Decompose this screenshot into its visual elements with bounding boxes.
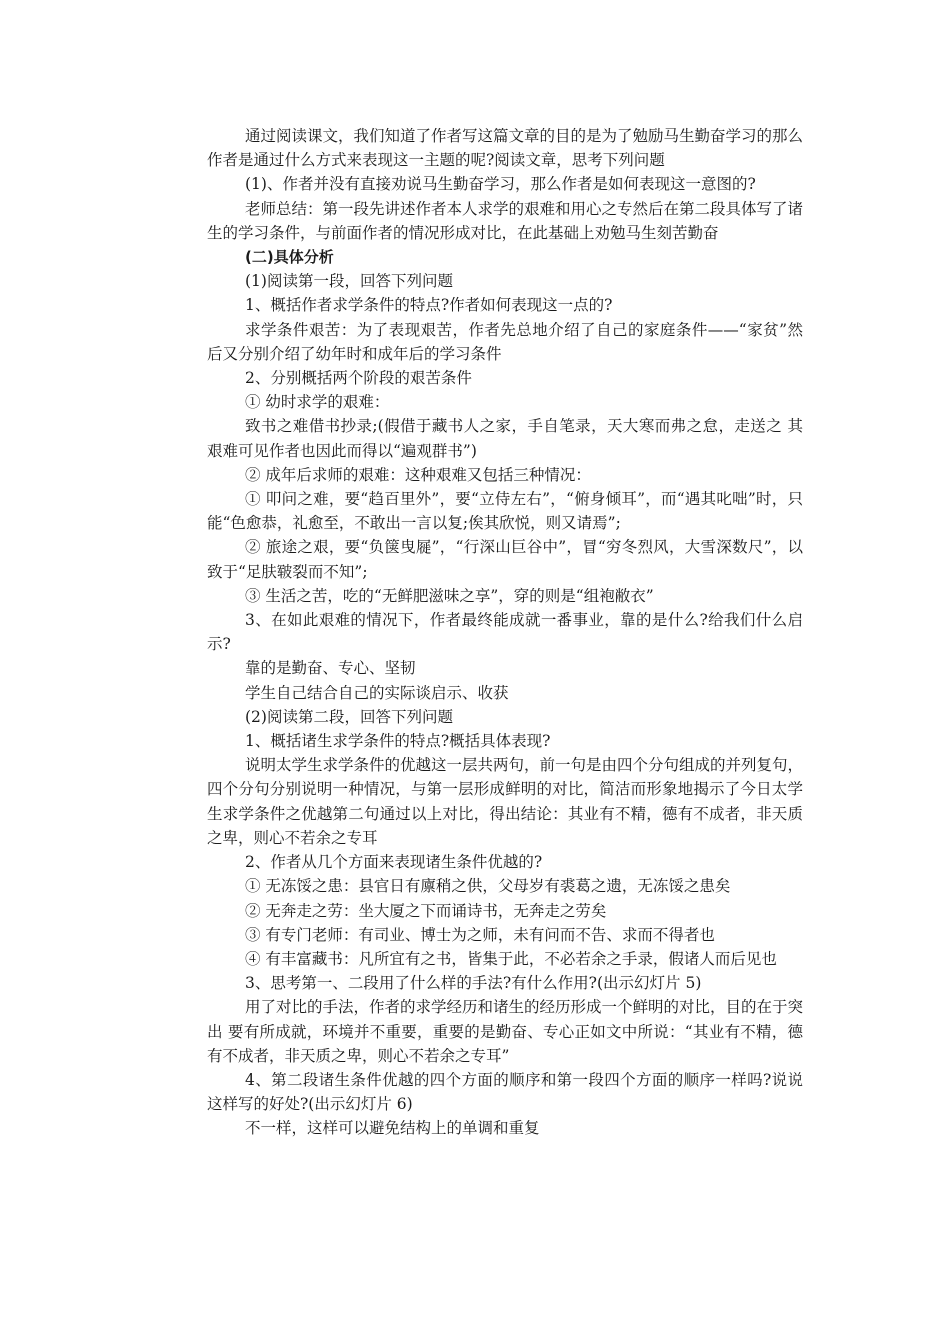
list-item: ③ 有专门老师：有司业、博士为之师，未有问而不告、求而不得者也 — [245, 925, 715, 944]
subsection-2: (2)阅读第二段，回答下列问题 — [245, 707, 453, 726]
list-item: ① 幼时求学的艰难： — [245, 393, 390, 412]
answer-1-3-note: 学生自己结合自己的实际谈启示、收获 — [245, 683, 509, 702]
answer-2-4: 不一样，这样可以避免结构上的单调和重复 — [245, 1119, 540, 1138]
list-item-detail: ① 叩问之难，要“趋百里外”，要“立侍左右”，“俯身倾耳”，而“遇其叱咄”时，只能“色愈恭，礼愈至，不敢出一言以复;俟其欣悦，则又请焉”; — [207, 490, 803, 533]
question-1-2: 2、分别概括两个阶段的艰苦条件 — [245, 369, 472, 388]
paragraph-intro: 通过阅读课文，我们知道了作者写这篇文章的目的是为了勉励马生勤奋学习的那么作者是通过什么方式来表现这一主题的呢?阅读文章，思考下列问题 — [207, 127, 804, 170]
list-item: ① 无冻馁之患：县官日有廪稍之供，父母岁有裘葛之遗，无冻馁之患矣 — [245, 877, 731, 896]
question-2-2: 2、作者从几个方面来表现诸生条件优越的? — [245, 853, 543, 872]
question-1-1: 1、概括作者求学条件的特点?作者如何表现这一点的? — [245, 296, 613, 315]
list-item-detail: ③ 生活之苦，吃的“无鲜肥滋味之享”，穿的则是“组袍敝衣” — [245, 586, 654, 605]
question-2-3: 3、思考第一、二段用了什么样的手法?有什么作用?(出示幻灯片 5) — [245, 974, 702, 993]
section-heading: (二)具体分析 — [245, 248, 334, 267]
question-2-1: 1、概括诸生求学条件的特点?概括具体表现? — [245, 732, 551, 751]
list-item-detail: ② 旅途之艰，要“负箧曳屣”，“行深山巨谷中”，冒“穷冬烈风，大雪深数尺”，以致于“足肤皲裂而不知”; — [207, 538, 803, 581]
question-1: (1)、作者并没有直接劝说马生勤奋学习，那么作者是如何表现这一意图的? — [245, 175, 756, 194]
answer-1-1: 求学条件艰苦：为了表现艰苦，作者先总地介绍了自己的家庭条件——“家贫”然后又分别介绍了幼年时和成年后的学习条件 — [207, 320, 803, 363]
list-item: ② 成年后求师的艰难：这种艰难又包括三种情况： — [245, 465, 591, 484]
subsection-1: (1)阅读第一段，回答下列问题 — [245, 272, 453, 291]
list-item: ④ 有丰富藏书：凡所宜有之书，皆集于此，不必若余之手录，假诸人而后见也 — [245, 949, 777, 968]
question-1-3: 3、在如此艰难的情况下，作者最终能成就一番事业，靠的是什么?给我们什么启示? — [207, 611, 803, 654]
list-item: ② 无奔走之劳：坐大厦之下而诵诗书，无奔走之劳矣 — [245, 901, 607, 920]
answer-2-3: 用了对比的手法，作者的求学经历和诸生的经历形成一个鲜明的对比，目的在于突出 要有所成就，环境并不重要，重要的是勤奋、专心正如文中所说：“其业有不精，德有不成者，非天质之卑，则心不若余之专耳” — [207, 998, 804, 1065]
document-body — [207, 124, 803, 1141]
answer-2-1: 说明太学生求学条件的优越这一层共两句，前一句是由四个分句组成的并列复句，四个分句分别说明一种情况，与第一层形成鲜明的对比，简洁而形象地揭示了今日太学生求学条件之优越第二句通过以上对比，得出结论：其业有不精，德有不成者，非天质之卑，则心不若余之专耳 — [207, 756, 804, 847]
teacher-summary: 老师总结：第一段先讲述作者本人求学的艰难和用心之专然后在第二段具体写了诸生的学习条件，与前面作者的情况形成对比，在此基础上劝勉马生刻苦勤奋 — [207, 199, 804, 242]
list-item-detail: 致书之难借书抄录;(假借于藏书人之家，手自笔录，天大寒而弗之怠，走送之 其艰难可见作者也因此而得以“遍观群书”) — [207, 417, 803, 460]
answer-1-3: 靠的是勤奋、专心、坚韧 — [245, 659, 416, 678]
question-2-4: 4、第二段诸生条件优越的四个方面的顺序和第一段四个方面的顺序一样吗?说说这样写的好处?(出示幻灯片 6) — [207, 1070, 803, 1114]
